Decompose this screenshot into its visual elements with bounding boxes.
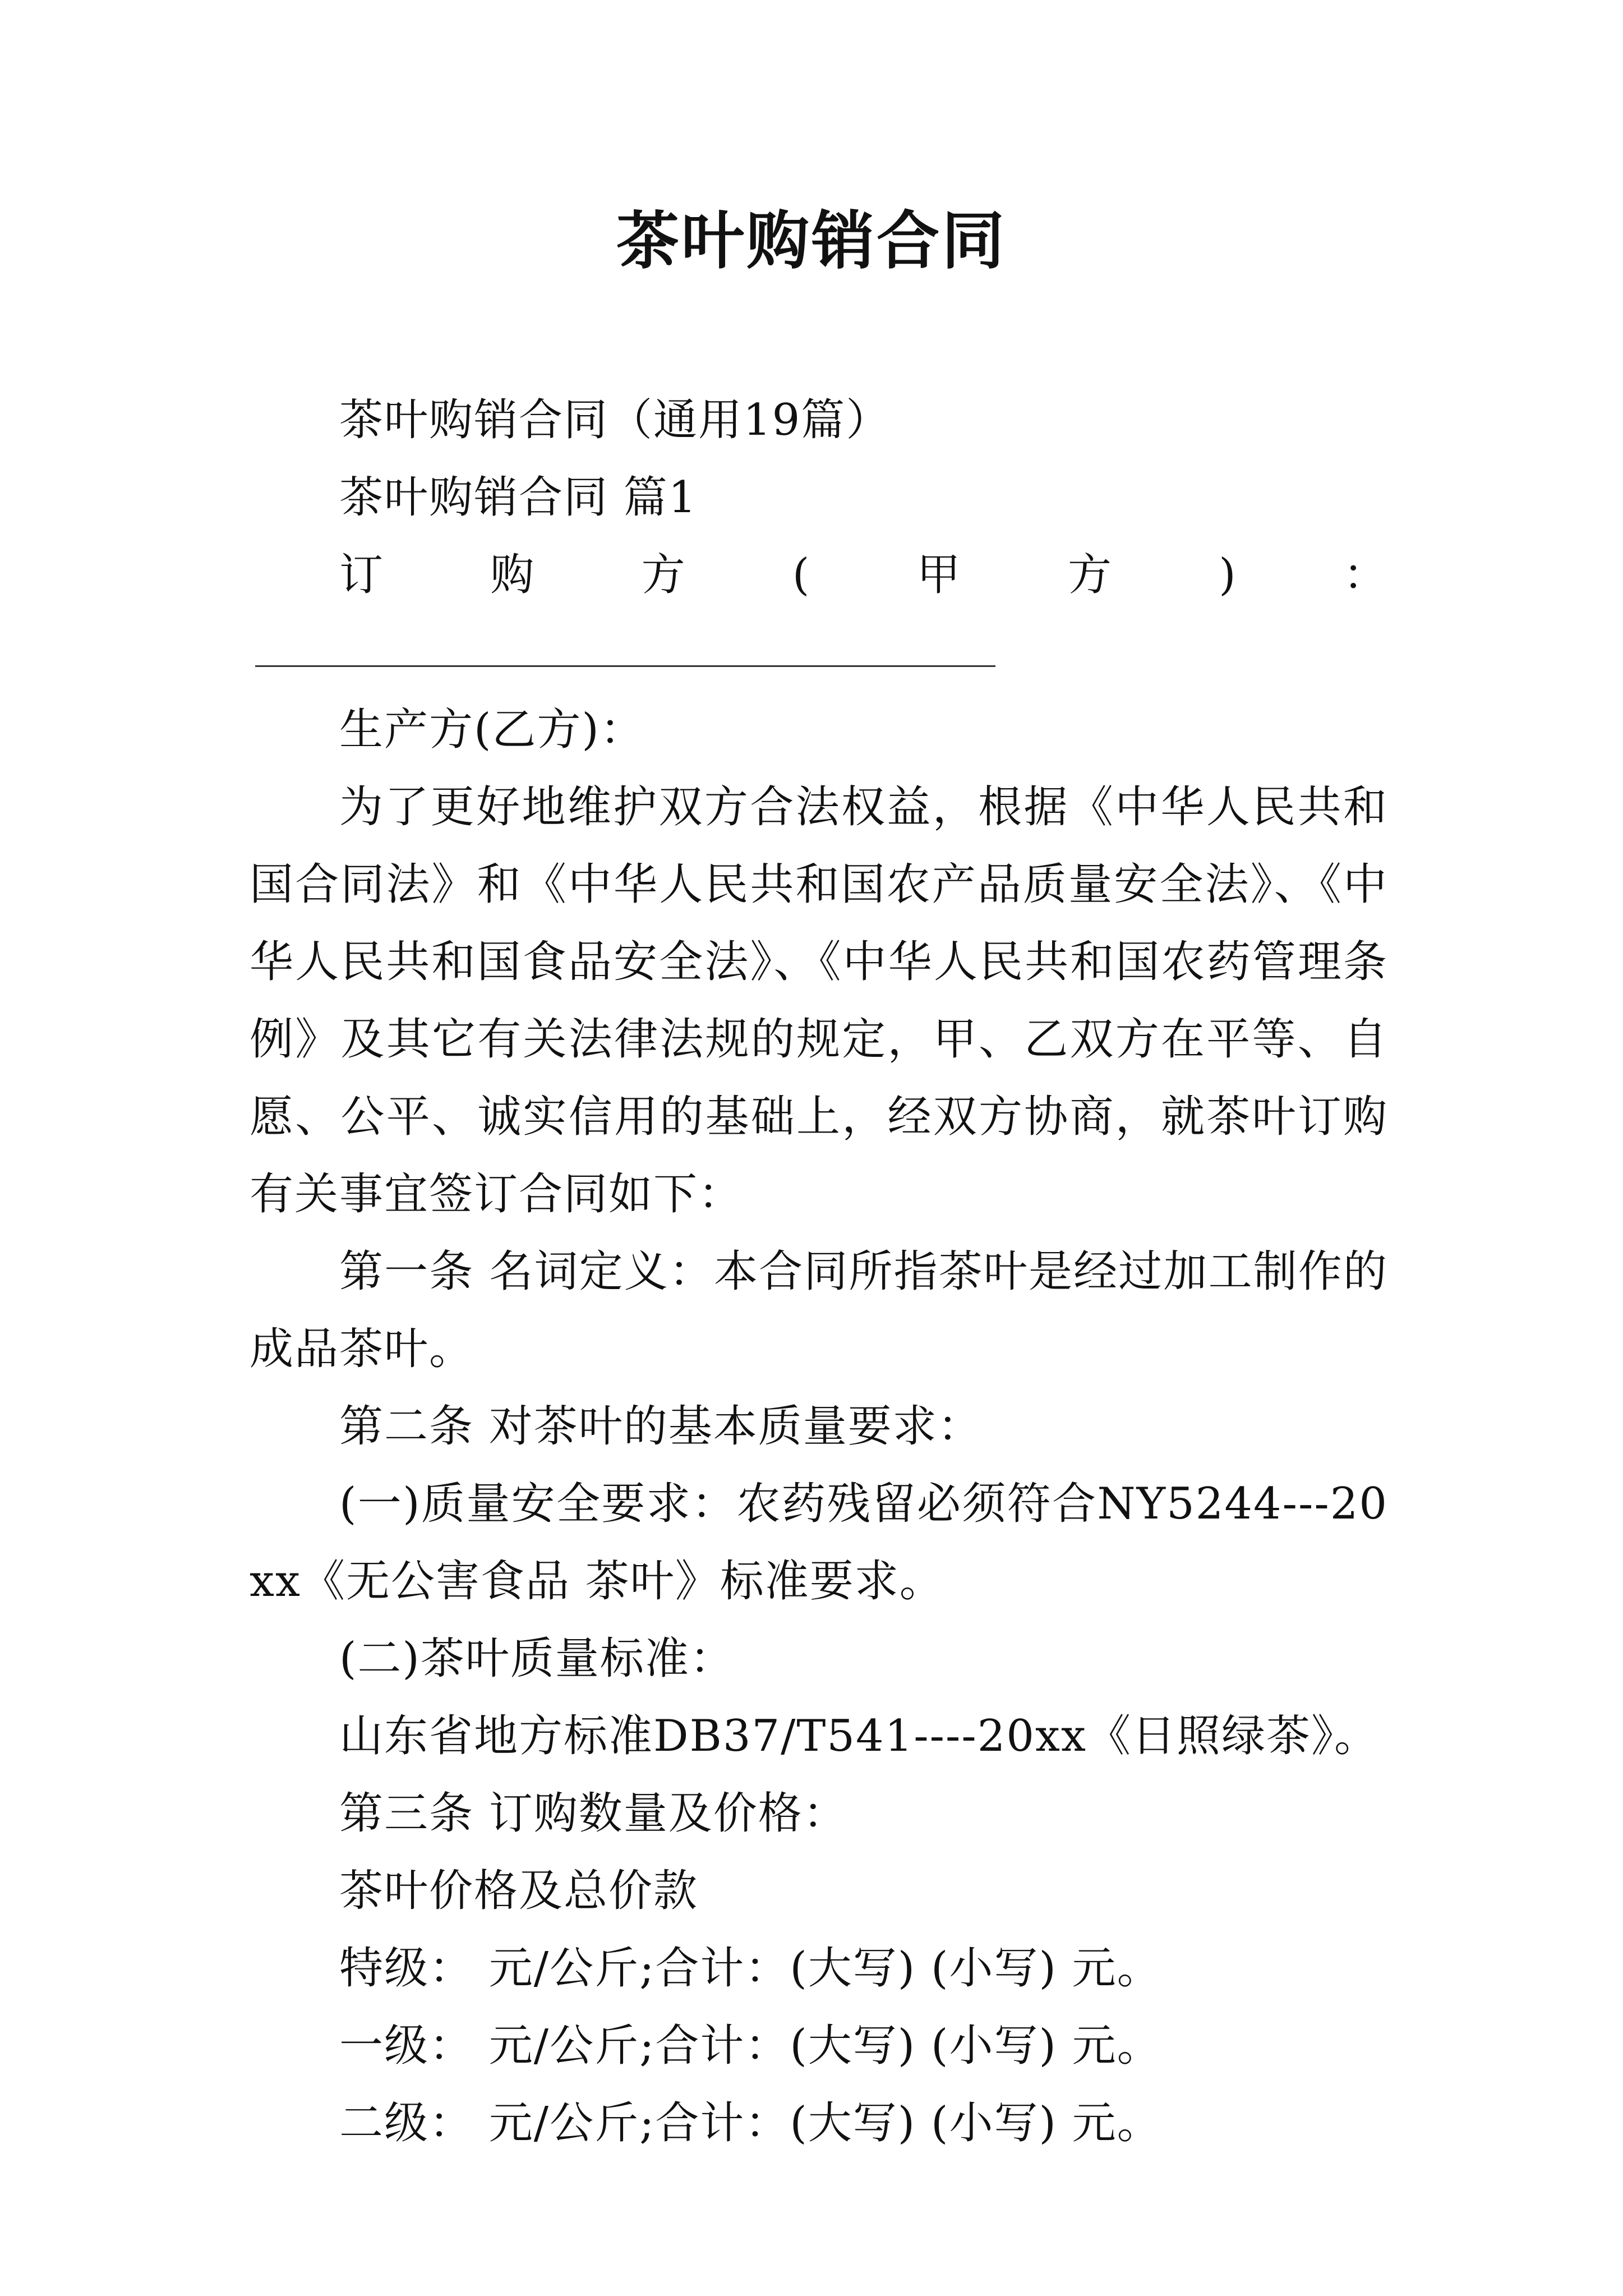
paragraph-price-grade-1: 一级： 元/公斤;合计：(大写) (小写) 元。 (339, 2021, 1162, 2071)
paragraph-preamble: 为了更好地维护双方合法权益，根据《中华人民共和国合同法》和《中华人民共和国农产品质量安全法》、《中华人民共和国食品安全法》、《中华人民共和国农药管理条例》及其它有关法律法规的规定，甲、乙双方在平等、自愿、公平、诚实信用的基础上，经双方协商，就茶叶订购有关事宜签订合同如下： (250, 782, 1388, 1220)
paragraph-article-2: 第二条 对茶叶的基本质量要求： (339, 1401, 983, 1452)
paragraph-price-heading: 茶叶价格及总价款 (339, 1866, 699, 1916)
party-a-label: 订购方(甲方)： (339, 550, 1388, 600)
paragraph-article-2-item-1: (一)质量安全要求：农药残留必须符合NY5244---20xx《无公害食品 茶叶》标准要求。 (250, 1479, 1388, 1607)
paragraph-article-3: 第三条 订购数量及价格： (339, 1788, 848, 1839)
party-a-blank-line (255, 626, 995, 667)
paragraph-price-grade-2: 二级： 元/公斤;合计：(大写) (小写) 元。 (339, 2098, 1162, 2148)
document-body (250, 381, 1388, 2162)
paragraph-standard: 山东省地方标准DB37/T541----20xx《日照绿茶》。 (339, 1711, 1379, 1761)
paragraph-section-heading: 茶叶购销合同 篇1 (339, 472, 698, 523)
paragraph-article-2-item-2: (二)茶叶质量标准： (339, 1634, 735, 1684)
paragraph-party-a (250, 536, 1388, 691)
paragraph-price-special: 特级： 元/公斤;合计：(大写) (小写) 元。 (339, 1943, 1162, 1994)
document-title: 茶叶购销合同 (616, 204, 1007, 278)
paragraph-party-b: 生产方(乙方)： (339, 705, 645, 755)
paragraph-article-1: 第一条 名词定义：本合同所指茶叶是经过加工制作的成品茶叶。 (250, 1246, 1388, 1374)
paragraph-subtitle: 茶叶购销合同（通用19篇） (339, 395, 891, 445)
